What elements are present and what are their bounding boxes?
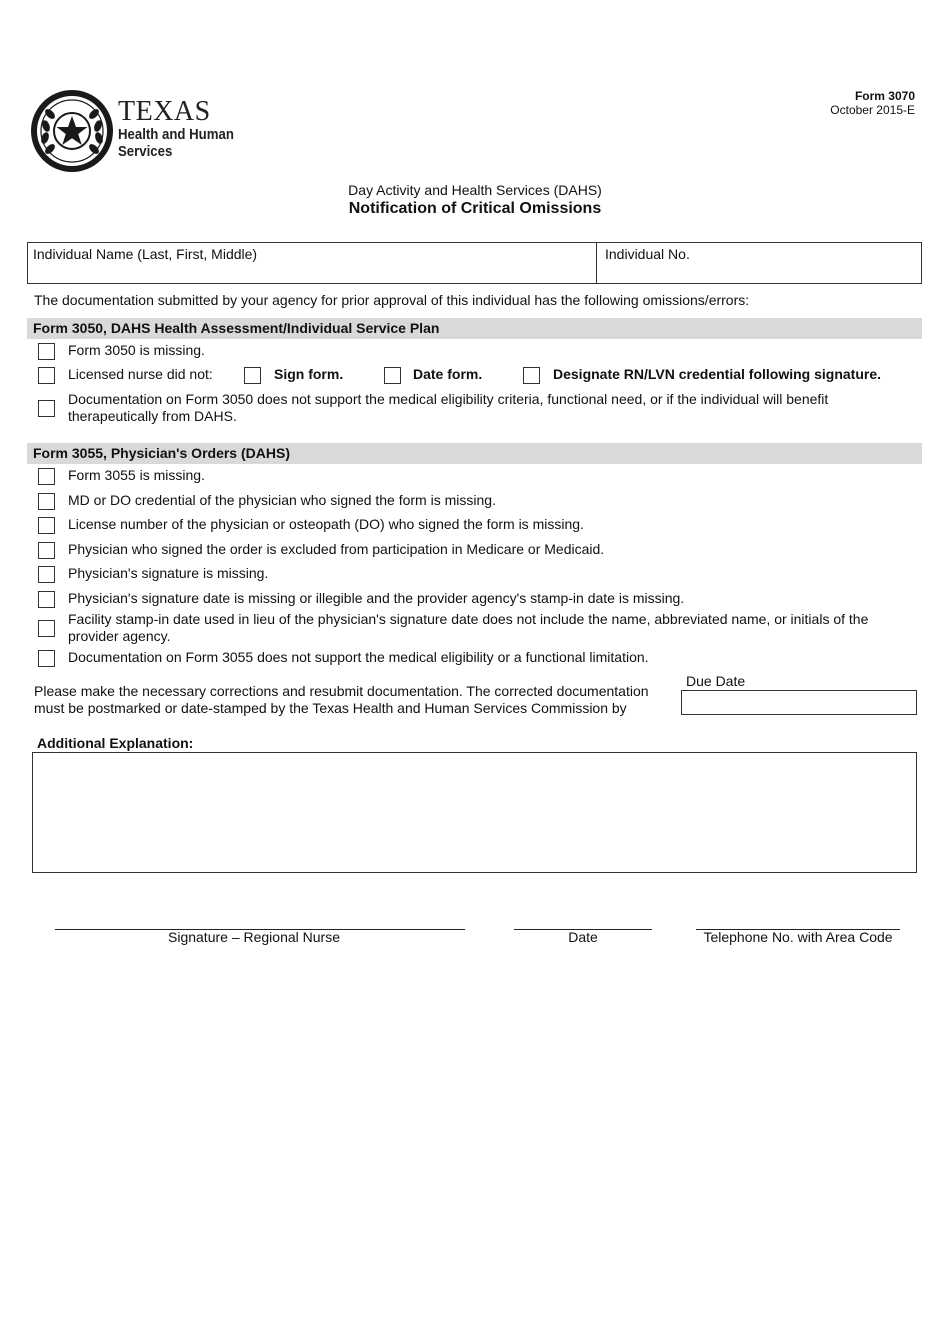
intro-text: The documentation submitted by your agency for prior approval of this individual has the following omissions/errors: — [34, 292, 750, 308]
signature-label: Signature – Regional Nurse — [168, 929, 340, 945]
item-3055-support: Documentation on Form 3055 does not support the medical eligibility or a functional limitation. — [68, 649, 649, 665]
item-nurse-prefix: Licensed nurse did not: — [68, 366, 213, 382]
form-identifier — [830, 89, 915, 117]
corrections-line-1: Please make the necessary corrections and resubmit documentation. The corrected documentation — [34, 683, 649, 699]
form-revision: October 2015-E — [830, 103, 915, 117]
checkbox-3055-item-4[interactable] — [38, 542, 55, 559]
item-3055-1: Form 3055 is missing. — [68, 467, 205, 483]
checkbox-3055-item-2[interactable] — [38, 493, 55, 510]
item-3055-4: Physician who signed the order is excluded from participation in Medicare or Medicaid. — [68, 541, 605, 557]
checkbox-sign-form[interactable] — [244, 367, 261, 384]
checkbox-3055-support[interactable] — [38, 650, 55, 667]
item-3055-3: License number of the physician or osteopath (DO) who signed the form is missing. — [68, 516, 584, 532]
item-sign-form: Sign form. — [274, 366, 344, 382]
individual-number-field[interactable] — [600, 263, 918, 283]
item-3055-6: Physician's signature date is missing or illegible and the provider agency's stamp-in date is missing. — [68, 590, 685, 606]
hhs-logo — [30, 88, 250, 174]
corrections-line-2: must be postmarked or date-stamped by the Texas Health and Human Services Commission by — [34, 700, 627, 716]
item-3050-support-line2: therapeutically from DAHS. — [68, 408, 237, 424]
checkbox-facility-stamp[interactable] — [38, 620, 55, 637]
logo-line-2: Health and Human — [118, 126, 234, 143]
checkbox-date-form[interactable] — [384, 367, 401, 384]
page-title: Notification of Critical Omissions — [348, 200, 602, 217]
item-3050-support-line1: Documentation on Form 3050 does not support the medical eligibility criteria, functional need, or if the individual will benefit — [68, 391, 829, 407]
section-3050-header — [27, 318, 922, 339]
individual-number-label: Individual No. — [605, 246, 690, 262]
form-number: Form 3070 — [854, 89, 915, 103]
checkbox-3050-support[interactable] — [38, 400, 55, 417]
individual-name-label: Individual Name (Last, First, Middle) — [33, 246, 258, 262]
individual-info-box — [27, 242, 922, 284]
item-3050-missing: Form 3050 is missing. — [68, 342, 205, 358]
checkbox-3055-item-5[interactable] — [38, 566, 55, 583]
additional-explanation-label: Additional Explanation: — [37, 735, 194, 751]
logo-title: TEXAS — [118, 96, 211, 127]
checkbox-nurse-did-not[interactable] — [38, 367, 55, 384]
due-date-field[interactable] — [681, 690, 917, 715]
corrections-text — [34, 683, 664, 717]
additional-explanation-field[interactable] — [32, 752, 917, 873]
field-divider — [596, 243, 597, 283]
checkbox-3055-item-6[interactable] — [38, 591, 55, 608]
telephone-label: Telephone No. with Area Code — [703, 929, 893, 945]
date-label: Date — [568, 929, 598, 945]
checkbox-3055-item-1[interactable] — [38, 468, 55, 485]
section-3055-header — [27, 443, 922, 464]
item-date-form: Date form. — [413, 366, 483, 382]
checkbox-3055-item-3[interactable] — [38, 517, 55, 534]
section-3055-title: Form 3055, Physician's Orders (DAHS) — [33, 445, 290, 461]
checkbox-designate-credential[interactable] — [523, 367, 540, 384]
item-facility-stamp-line2: provider agency. — [68, 628, 171, 644]
item-3055-2: MD or DO credential of the physician who signed the form is missing. — [68, 492, 496, 508]
due-date-label: Due Date — [686, 673, 746, 689]
checkbox-3050-missing[interactable] — [38, 343, 55, 360]
item-facility-stamp-line1: Facility stamp-in date used in lieu of the physician's signature date does not include the name, abbreviated name, or initials of the — [68, 611, 869, 627]
logo-line-3: Services — [118, 143, 173, 160]
section-3050-title: Form 3050, DAHS Health Assessment/Individual Service Plan — [33, 320, 440, 336]
individual-name-field[interactable] — [32, 263, 592, 283]
page-subtitle: Day Activity and Health Services (DAHS) — [348, 182, 602, 198]
item-3055-5: Physician's signature is missing. — [68, 565, 269, 581]
item-designate-credential: Designate RN/LVN credential following signature. — [553, 366, 882, 382]
texas-seal-icon — [30, 88, 114, 174]
